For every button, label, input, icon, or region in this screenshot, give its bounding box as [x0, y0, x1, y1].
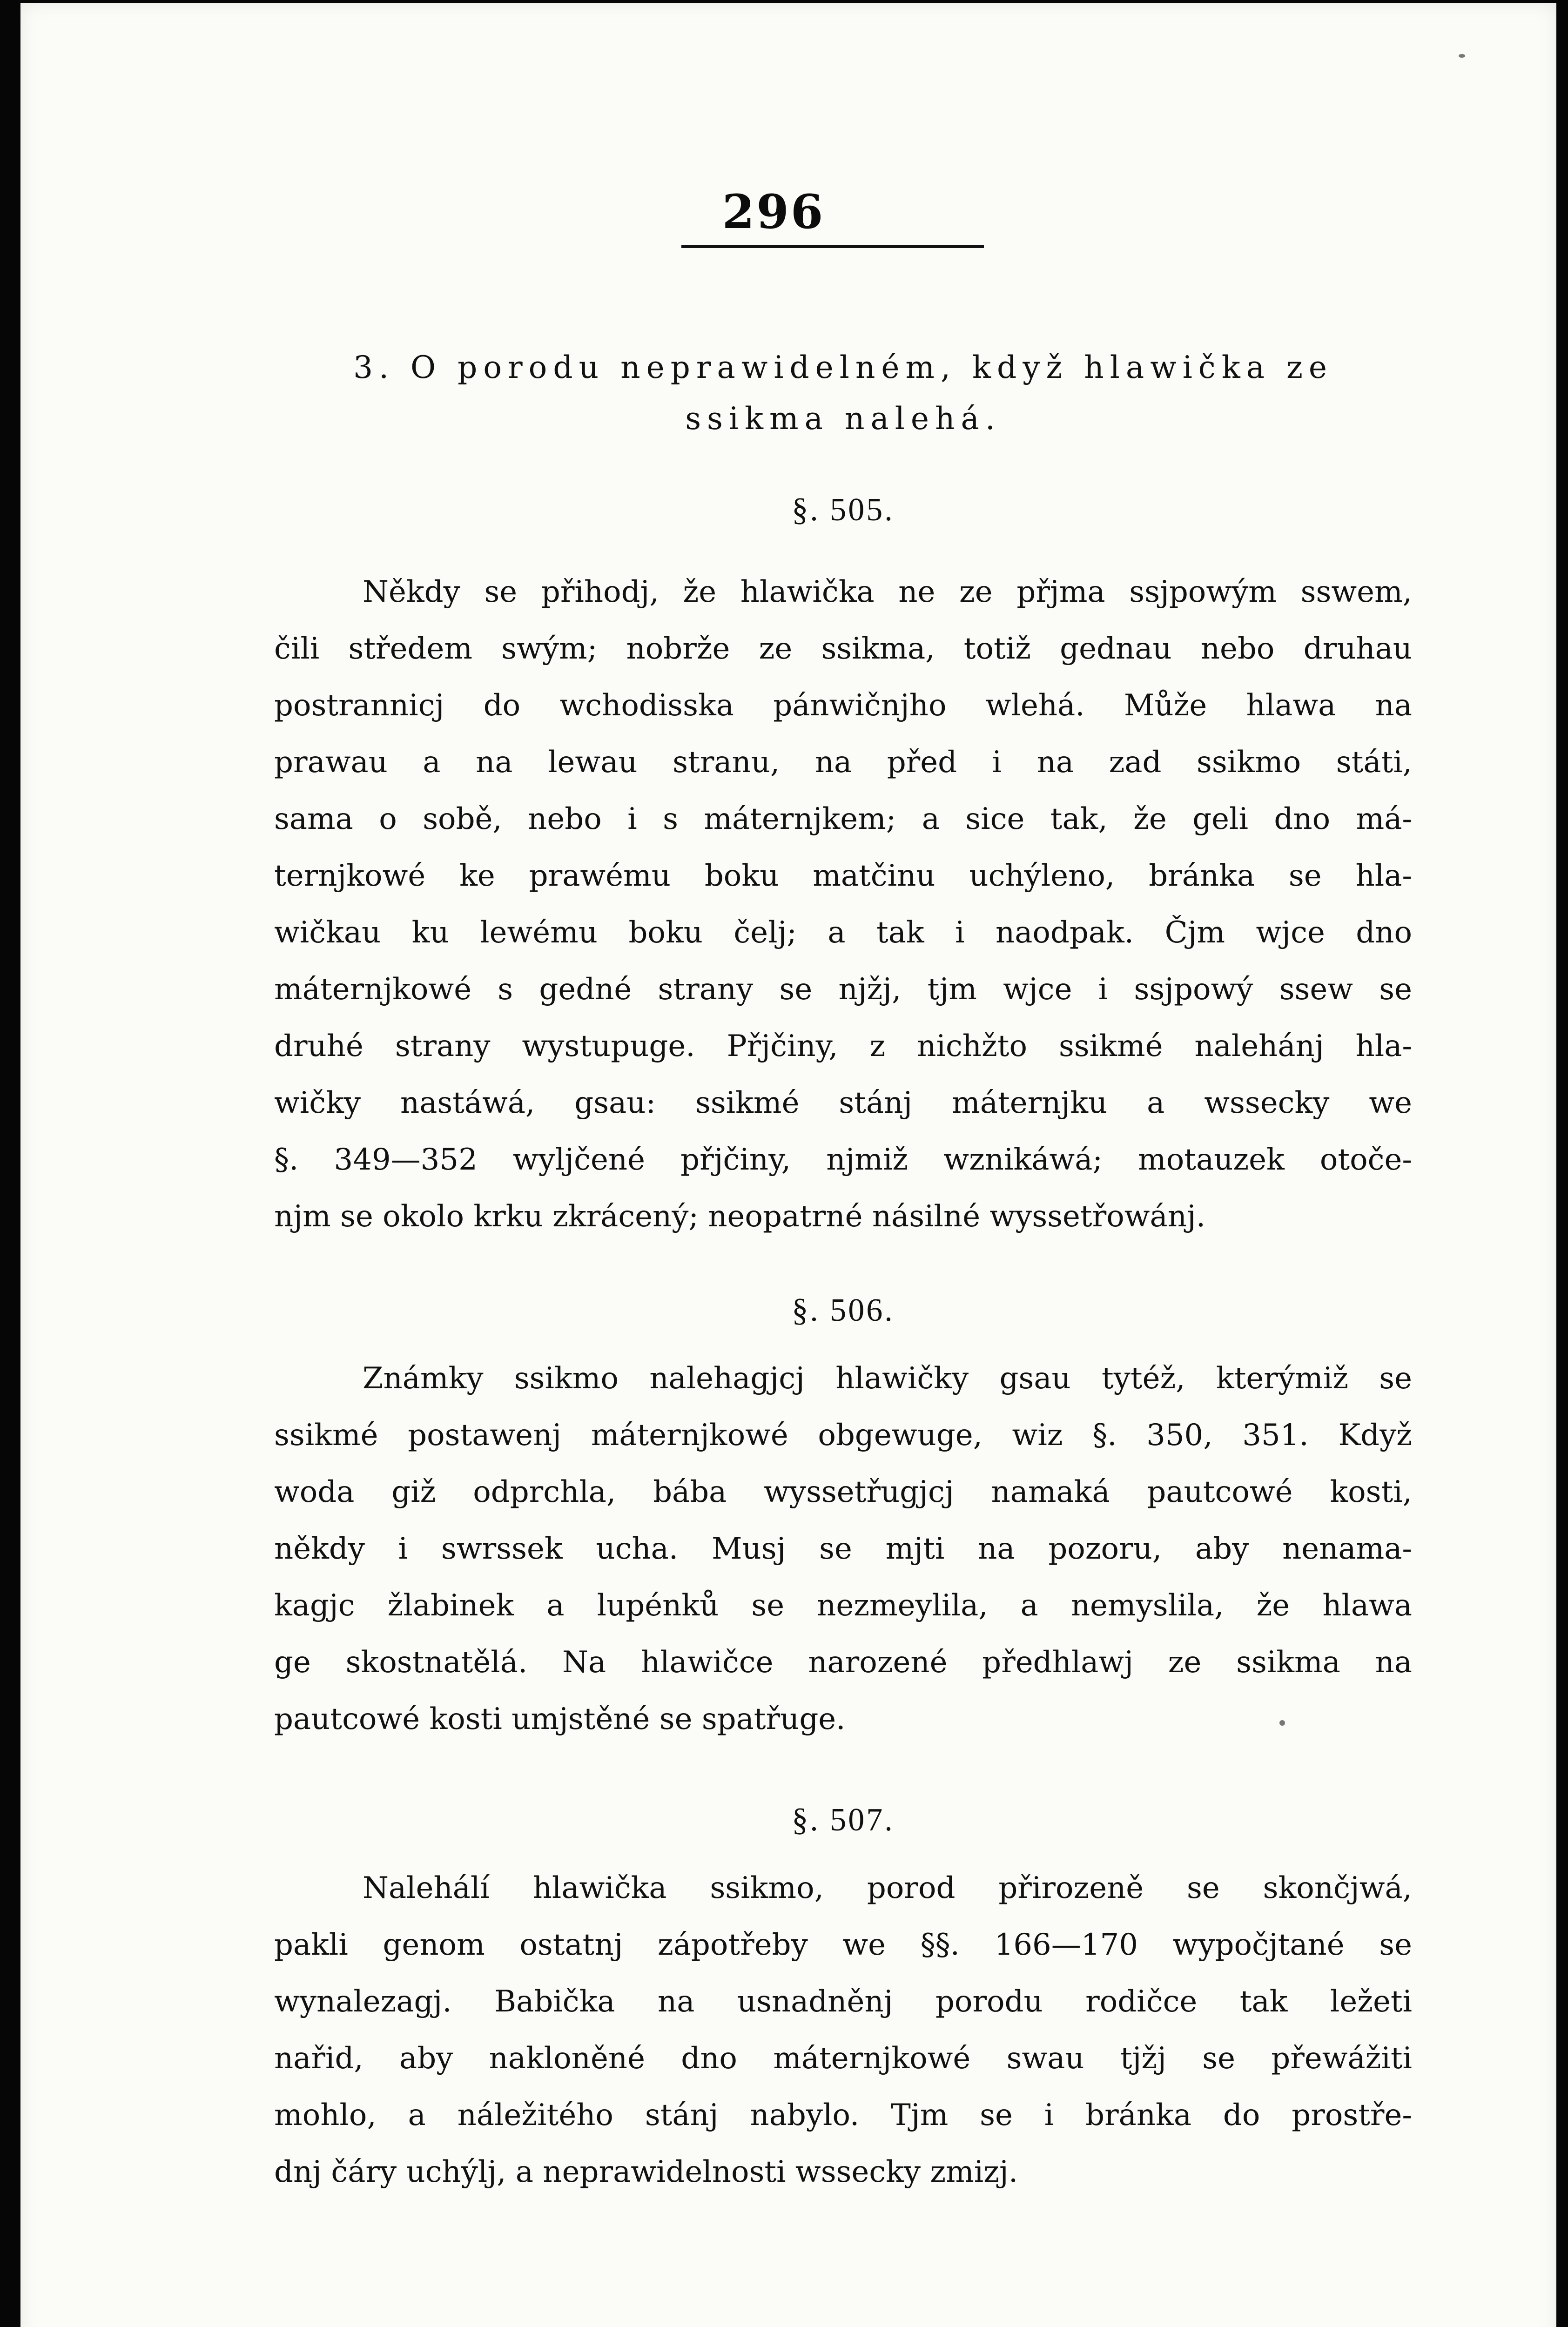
- paragraph-line: woda giž odprchla, bába wyssetřugjcj namaká pautcowé kosti,: [274, 1475, 1412, 1509]
- paragraph-line: ge skostnatělá. Na hlawičce narozené předhlawj ze ssikma na: [274, 1645, 1412, 1680]
- paragraph-505: [274, 564, 1412, 1245]
- paragraph-line: mohlo, a náležitého stánj nabylo. Tjm se i bránka do prostře-: [274, 2098, 1412, 2132]
- paragraph-line: čili středem swým; nobrže ze ssikma, totiž gednau nebo druhau: [274, 632, 1412, 666]
- scan-speck: [1279, 1720, 1285, 1726]
- paragraph-line: ternjkowé ke prawému boku matčinu uchýleno, bránka se hla-: [274, 859, 1412, 893]
- chapter-heading-line-1: 3. O porodu neprawidelném, když hlawička ze: [353, 350, 1333, 385]
- paragraph-line: njm se okolo krku zkrácený; neopatrné násilné wyssetřowánj.: [274, 1199, 1206, 1234]
- scan-speck: [1459, 54, 1465, 58]
- paragraph-line: prawau a na lewau stranu, na před i na zad ssikmo státi,: [274, 745, 1412, 780]
- paragraph-line: Známky ssikmo nalehagjcj hlawičky gsau tytéž, kterýmiž se: [363, 1361, 1412, 1396]
- header-rule: [681, 245, 984, 248]
- paragraph-line: nařid, aby nakloněné dno máternjkowé swau tjžj se přewážiti: [274, 2041, 1412, 2076]
- chapter-heading-line-2: ssikma nalehá.: [685, 401, 1001, 437]
- page-number: 296: [722, 184, 825, 239]
- paragraph-line: druhé strany wystupuge. Přjčiny, z nichžto ssikmé nalehánj hla-: [274, 1029, 1412, 1063]
- paragraph-507: [274, 1860, 1412, 2200]
- book-page: [20, 3, 1556, 2327]
- paragraph-line: ssikmé postawenj máternjkowé obgewuge, wiz §. 350, 351. Když: [274, 1418, 1412, 1453]
- paragraph-line: dnj čáry uchýlj, a neprawidelnosti wssecky zmizj.: [274, 2155, 1018, 2189]
- paragraph-line: §. 349—352 wyljčené přjčiny, njmiž wznikáwá; motauzek otoče-: [274, 1143, 1412, 1177]
- paragraph-line: wynalezagj. Babička na usnadněnj porodu rodičce tak ležeti: [274, 1984, 1412, 2019]
- paragraph-line: pautcowé kosti umjstěné se spatřuge.: [274, 1702, 846, 1736]
- paragraph-506: [274, 1350, 1412, 1748]
- paragraph-line: máternjkowé s gedné strany se njžj, tjm wjce i ssjpowý ssew se: [274, 972, 1412, 1007]
- paragraph-line: Nalehálí hlawička ssikmo, porod přirozeně se skončjwá,: [363, 1871, 1412, 1905]
- paragraph-line: pakli genom ostatnj zápotřeby we §§. 166—170 wypočjtané se: [274, 1928, 1412, 1962]
- section-mark-506: §. 506.: [792, 1292, 895, 1328]
- section-mark-505: §. 505.: [792, 492, 895, 528]
- paragraph-line: kagjc žlabinek a lupénků se nezmeylila, a nemyslila, že hlawa: [274, 1588, 1412, 1623]
- paragraph-line: někdy i swrssek ucha. Musj se mjti na pozoru, aby nenama-: [274, 1532, 1412, 1566]
- paragraph-line: wičkau ku lewému boku čelj; a tak i naodpak. Čjm wjce dno: [274, 915, 1412, 950]
- paragraph-line: postrannicj do wchodisska pánwičnjho wlehá. Může hlawa na: [274, 688, 1412, 723]
- paragraph-line: wičky nastáwá, gsau: ssikmé stánj máternjku a wssecky we: [274, 1086, 1412, 1120]
- section-mark-507: §. 507.: [792, 1802, 895, 1838]
- paragraph-line: sama o sobě, nebo i s máternjkem; a sice tak, že geli dno má-: [274, 802, 1412, 836]
- paragraph-line: Někdy se přihodj, že hlawička ne ze přjma ssjpowým sswem,: [363, 575, 1412, 609]
